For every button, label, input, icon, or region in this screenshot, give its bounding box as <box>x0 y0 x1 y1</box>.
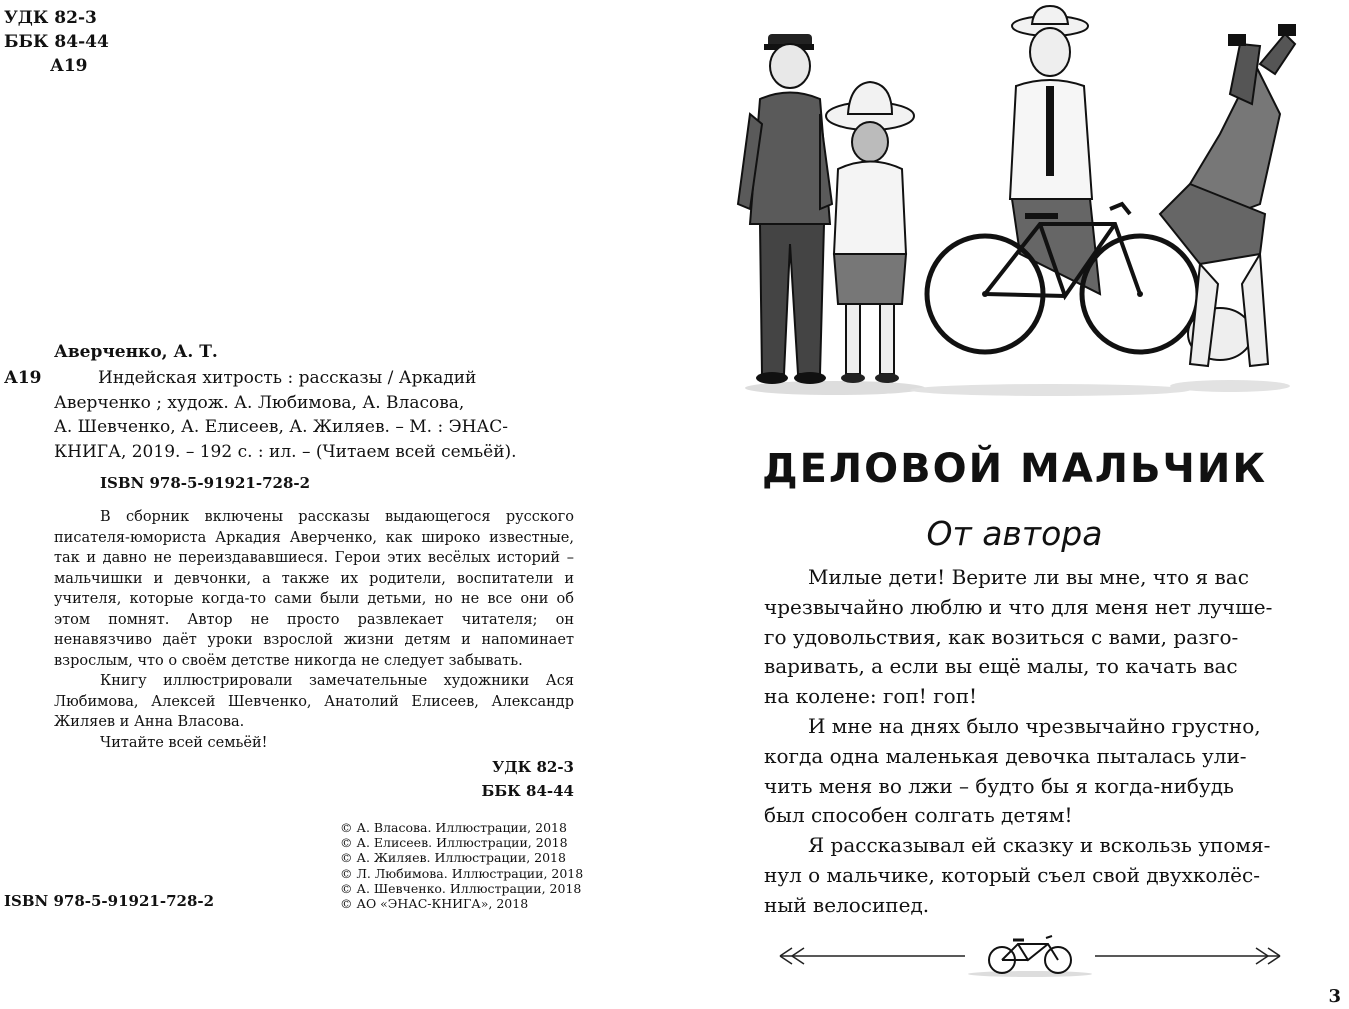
story-text <box>764 563 1298 921</box>
annotation <box>54 507 574 753</box>
boys-illustration <box>720 4 1300 396</box>
index-mark: А19 <box>4 368 42 388</box>
story-line: го удовольствия, как возиться с вами, разго- <box>764 624 1239 649</box>
bbk-code: ББК 84-44 <box>4 32 109 52</box>
classification-codes-right <box>400 755 574 803</box>
story-line: Я рассказывал ей сказку и вскользь упомя- <box>808 833 1271 858</box>
copyright-line: © А. Шевченко. Иллюстрации, 2018 <box>340 880 582 896</box>
author-heading: Аверченко, А. Т. <box>54 342 218 362</box>
boy-in-straw-hat <box>826 82 914 383</box>
story-title: ДЕЛОВОЙ МАЛЬЧИК <box>761 446 1268 492</box>
story-line: чрезвычайно люблю и что для меня нет лучше- <box>764 594 1273 619</box>
story-line: И мне на днях было чрезвычайно грустно, <box>808 713 1261 738</box>
boy-in-cap <box>738 34 832 384</box>
isbn-line: ISBN 978-5-91921-728-2 <box>100 474 311 492</box>
story-line: варивать, а если вы ещё малы, то качать вас <box>764 654 1238 679</box>
page-number: 3 <box>1328 986 1341 1007</box>
udk-code: УДК 82-3 <box>4 8 97 28</box>
copyright-list <box>340 820 583 911</box>
biblio-line: КНИГА, 2019. – 192 с. : ил. – (Читаем всей семьёй). <box>54 441 517 462</box>
story-line: нул о мальчике, который съел свой двухколёс- <box>764 862 1260 887</box>
biblio-line: Индейская хитрость : рассказы / Аркадий <box>98 368 477 388</box>
copyright-line: © А. Жиляев. Иллюстрации, 2018 <box>340 850 566 866</box>
biblio-line: Аверченко ; худож. А. Любимова, А. Власова, <box>54 392 465 413</box>
copyright-line: © Л. Любимова. Иллюстрации, 2018 <box>340 865 584 881</box>
story-line: был способен солгать детям! <box>764 803 1073 828</box>
bicycle-divider <box>770 932 1290 978</box>
bicycle-icon <box>989 936 1071 973</box>
classification-codes-top <box>4 6 109 78</box>
story-subtitle: От автора <box>926 514 1103 553</box>
story-line: Милые дети! Верите ли вы мне, что я вас <box>808 565 1249 589</box>
annotation-paragraph: Книгу иллюстрировали замечательные художники Ася Любимова, Алексей Шевченко, Анатолий Елисеев, Александр Жиляев и Анна Власова. <box>54 673 574 730</box>
story-line: на колене: гоп! гоп! <box>764 684 978 709</box>
story-line: когда одна маленькая девочка пыталась ули- <box>764 743 1247 768</box>
isbn-line: ISBN 978-5-91921-728-2 <box>4 892 215 910</box>
story-page <box>680 0 1349 1009</box>
boy-on-bicycle <box>927 6 1198 352</box>
bibliographic-description <box>54 366 574 464</box>
story-line: ный велосипед. <box>764 892 930 917</box>
biblio-line: А. Шевченко, А. Елисеев, А. Жиляев. – М. : ЭНАС- <box>54 417 509 437</box>
boy-doing-handstand <box>1160 24 1296 366</box>
annotation-paragraph: Читайте всей семьёй! <box>100 734 268 751</box>
story-line: чить меня во лжи – будто бы я когда-нибудь <box>764 773 1234 798</box>
udk-code: УДК 82-3 <box>492 758 574 776</box>
author-mark: А19 <box>50 56 88 76</box>
annotation-paragraph: В сборник включены рассказы выдающегося русского писателя-юмориста Аркадия Аверченко, как широко известные, так и давно не переиздававшиеся. Герои этих весёлых историй – мальчишки и девчонки, а также их родители, воспитатели и учителя, которые когда-то сами были детьми, но не все они об этом помнят. Автор не просто развлекает читателя; он ненавязчиво даёт уроки взрослой жизни детям и напоминает взрослым, что о своём детстве никогда не следует забывать. <box>54 509 574 669</box>
copyright-line: © А. Власова. Иллюстрации, 2018 <box>340 820 567 835</box>
copyright-line: © А. Елисеев. Иллюстрации, 2018 <box>340 835 568 851</box>
bbk-code: ББК 84-44 <box>481 782 574 800</box>
copyright-line: © АО «ЭНАС-КНИГА», 2018 <box>340 896 529 912</box>
